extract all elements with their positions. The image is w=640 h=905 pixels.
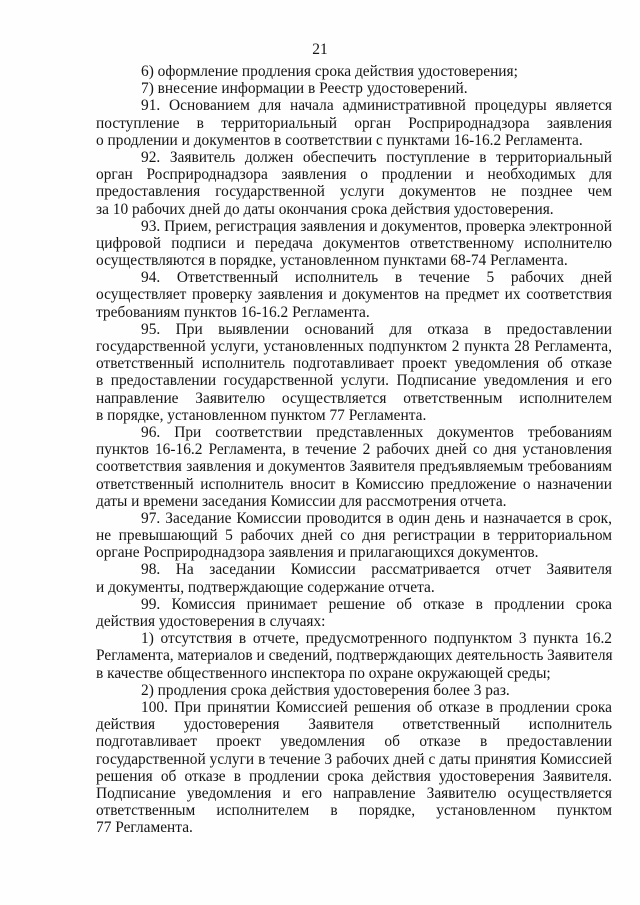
text-line: 99. Комиссия принимает решение об отказе в продлении срока [141, 595, 612, 613]
text-line: подготавливает проект уведомления об отказе в предоставлении [96, 733, 612, 751]
text-line: 100. При принятии Комиссией решения об отказе в продлении срока [141, 698, 612, 716]
paragraph [96, 63, 612, 80]
paragraph [96, 561, 612, 595]
text-line: 93. Прием, регистрация заявления и документов, проверка электронной [141, 217, 612, 235]
text-line: 92. Заявитель должен обеспечить поступление в территориальный [141, 148, 612, 166]
text-line: 94. Ответственный исполнитель в течение 5 рабочих дней [141, 269, 612, 287]
text-line: за 10 рабочих дней до даты окончания срока действия удостоверения. [96, 200, 554, 218]
text-line: о продлении и документов в соответствии с пунктами 16-16.2 Регламента. [96, 131, 583, 149]
text-line: в качестве общественного инспектора по охране окружающей среды; [96, 664, 551, 682]
text-line: решения об отказе в продлении срока действия удостоверения Заявителя. [96, 767, 612, 785]
text-line: орган Росприроднадзора заявления о продлении и необходимых для [96, 166, 612, 184]
paragraph [96, 424, 612, 510]
paragraph [96, 97, 612, 149]
text-line: цифровой подписи и передача документов ответственному исполнителю [96, 234, 612, 252]
paragraph [96, 321, 612, 424]
document-body [96, 63, 612, 836]
text-line: направление Заявителю осуществляется ответственным исполнителем [96, 389, 612, 407]
text-line: Подписание уведомления и его направление Заявителю осуществляется [96, 784, 612, 802]
text-line: соответствия заявления и документов Заявителя предъявляемым требованиям [96, 458, 612, 476]
paragraph [96, 80, 612, 97]
text-line: 96. При соответствии представленных документов требованиям [141, 423, 612, 441]
text-line: ответственный исполнитель подготавливает проект уведомления об отказе [96, 355, 612, 373]
paragraph [96, 699, 612, 837]
text-line: требованиям пунктов 16-16.2 Регламента. [96, 303, 370, 321]
text-line: 97. Заседание Комиссии проводится в один день и назначается в срок, [141, 509, 612, 527]
paragraph [96, 510, 612, 562]
text-line: поступление в территориальный орган Росприроднадзора заявления [96, 114, 612, 132]
text-line: ответственным исполнителем в порядке, установленном пунктом [96, 802, 612, 820]
text-line: 95. При выявлении оснований для отказа в предоставлении [141, 320, 612, 338]
text-line: органе Росприроднадзора заявления и прилагающихся документов. [96, 544, 539, 562]
text-line: ответственный исполнитель вносит в Комиссию предложение о назначении [96, 475, 612, 493]
paragraph [96, 269, 612, 321]
text-line: 91. Основанием для начала административной процедуры является [141, 97, 612, 115]
page-number: 21 [312, 41, 328, 58]
text-line: действия удостоверения Заявителя ответственный исполнитель [96, 716, 612, 734]
paragraph [96, 149, 612, 218]
text-line: не превышающий 5 рабочих дней со дня регистрации в территориальном [96, 527, 612, 545]
text-line: Регламента, материалов и сведений, подтверждающих деятельность Заявителя [96, 647, 613, 665]
text-line: предоставления государственной услуги документов не позднее чем [96, 183, 612, 201]
text-line: 77 Регламента. [96, 819, 193, 837]
paragraph [96, 596, 612, 630]
text-line: 98. На заседании Комиссии рассматривается отчет Заявителя [141, 561, 612, 579]
text-line: даты и времени заседания Комиссии для рассмотрения отчета. [96, 492, 507, 510]
text-line: пунктов 16-16.2 Регламента, в течение 2 рабочих дней со дня установления [96, 441, 612, 459]
text-line: в предоставлении государственной услуги. Подписание уведомления и его [96, 372, 612, 390]
text-line: государственной услуги, установленных подпунктом 2 пункта 28 Регламента, [96, 338, 612, 355]
text-line: 1) отсутствия в отчете, предусмотренного подпунктом 3 пункта 16.2 [141, 630, 612, 648]
paragraph [96, 630, 612, 682]
text-line: осуществляет проверку заявления и документов на предмет их соответствия [96, 286, 612, 304]
text-line: действия удостоверения в случаях: [96, 613, 326, 630]
text-line: 7) внесение информации в Реестр удостоверений. [141, 80, 468, 98]
text-line: осуществляются в порядке, установленном пунктами 68-74 Регламента. [96, 252, 568, 270]
text-line: государственной услуги в течение 3 рабочих дней с даты принятия Комиссией [96, 750, 612, 768]
paragraph [96, 218, 612, 270]
text-line: и документы, подтверждающие содержание отчета. [96, 578, 435, 596]
text-line: в порядке, установленном пунктом 77 Регламента. [96, 406, 427, 424]
paragraph [96, 682, 612, 699]
text-line: 6) оформление продления срока действия удостоверения; [141, 63, 518, 80]
text-line: 2) продления срока действия удостоверения более 3 раз. [141, 681, 510, 699]
